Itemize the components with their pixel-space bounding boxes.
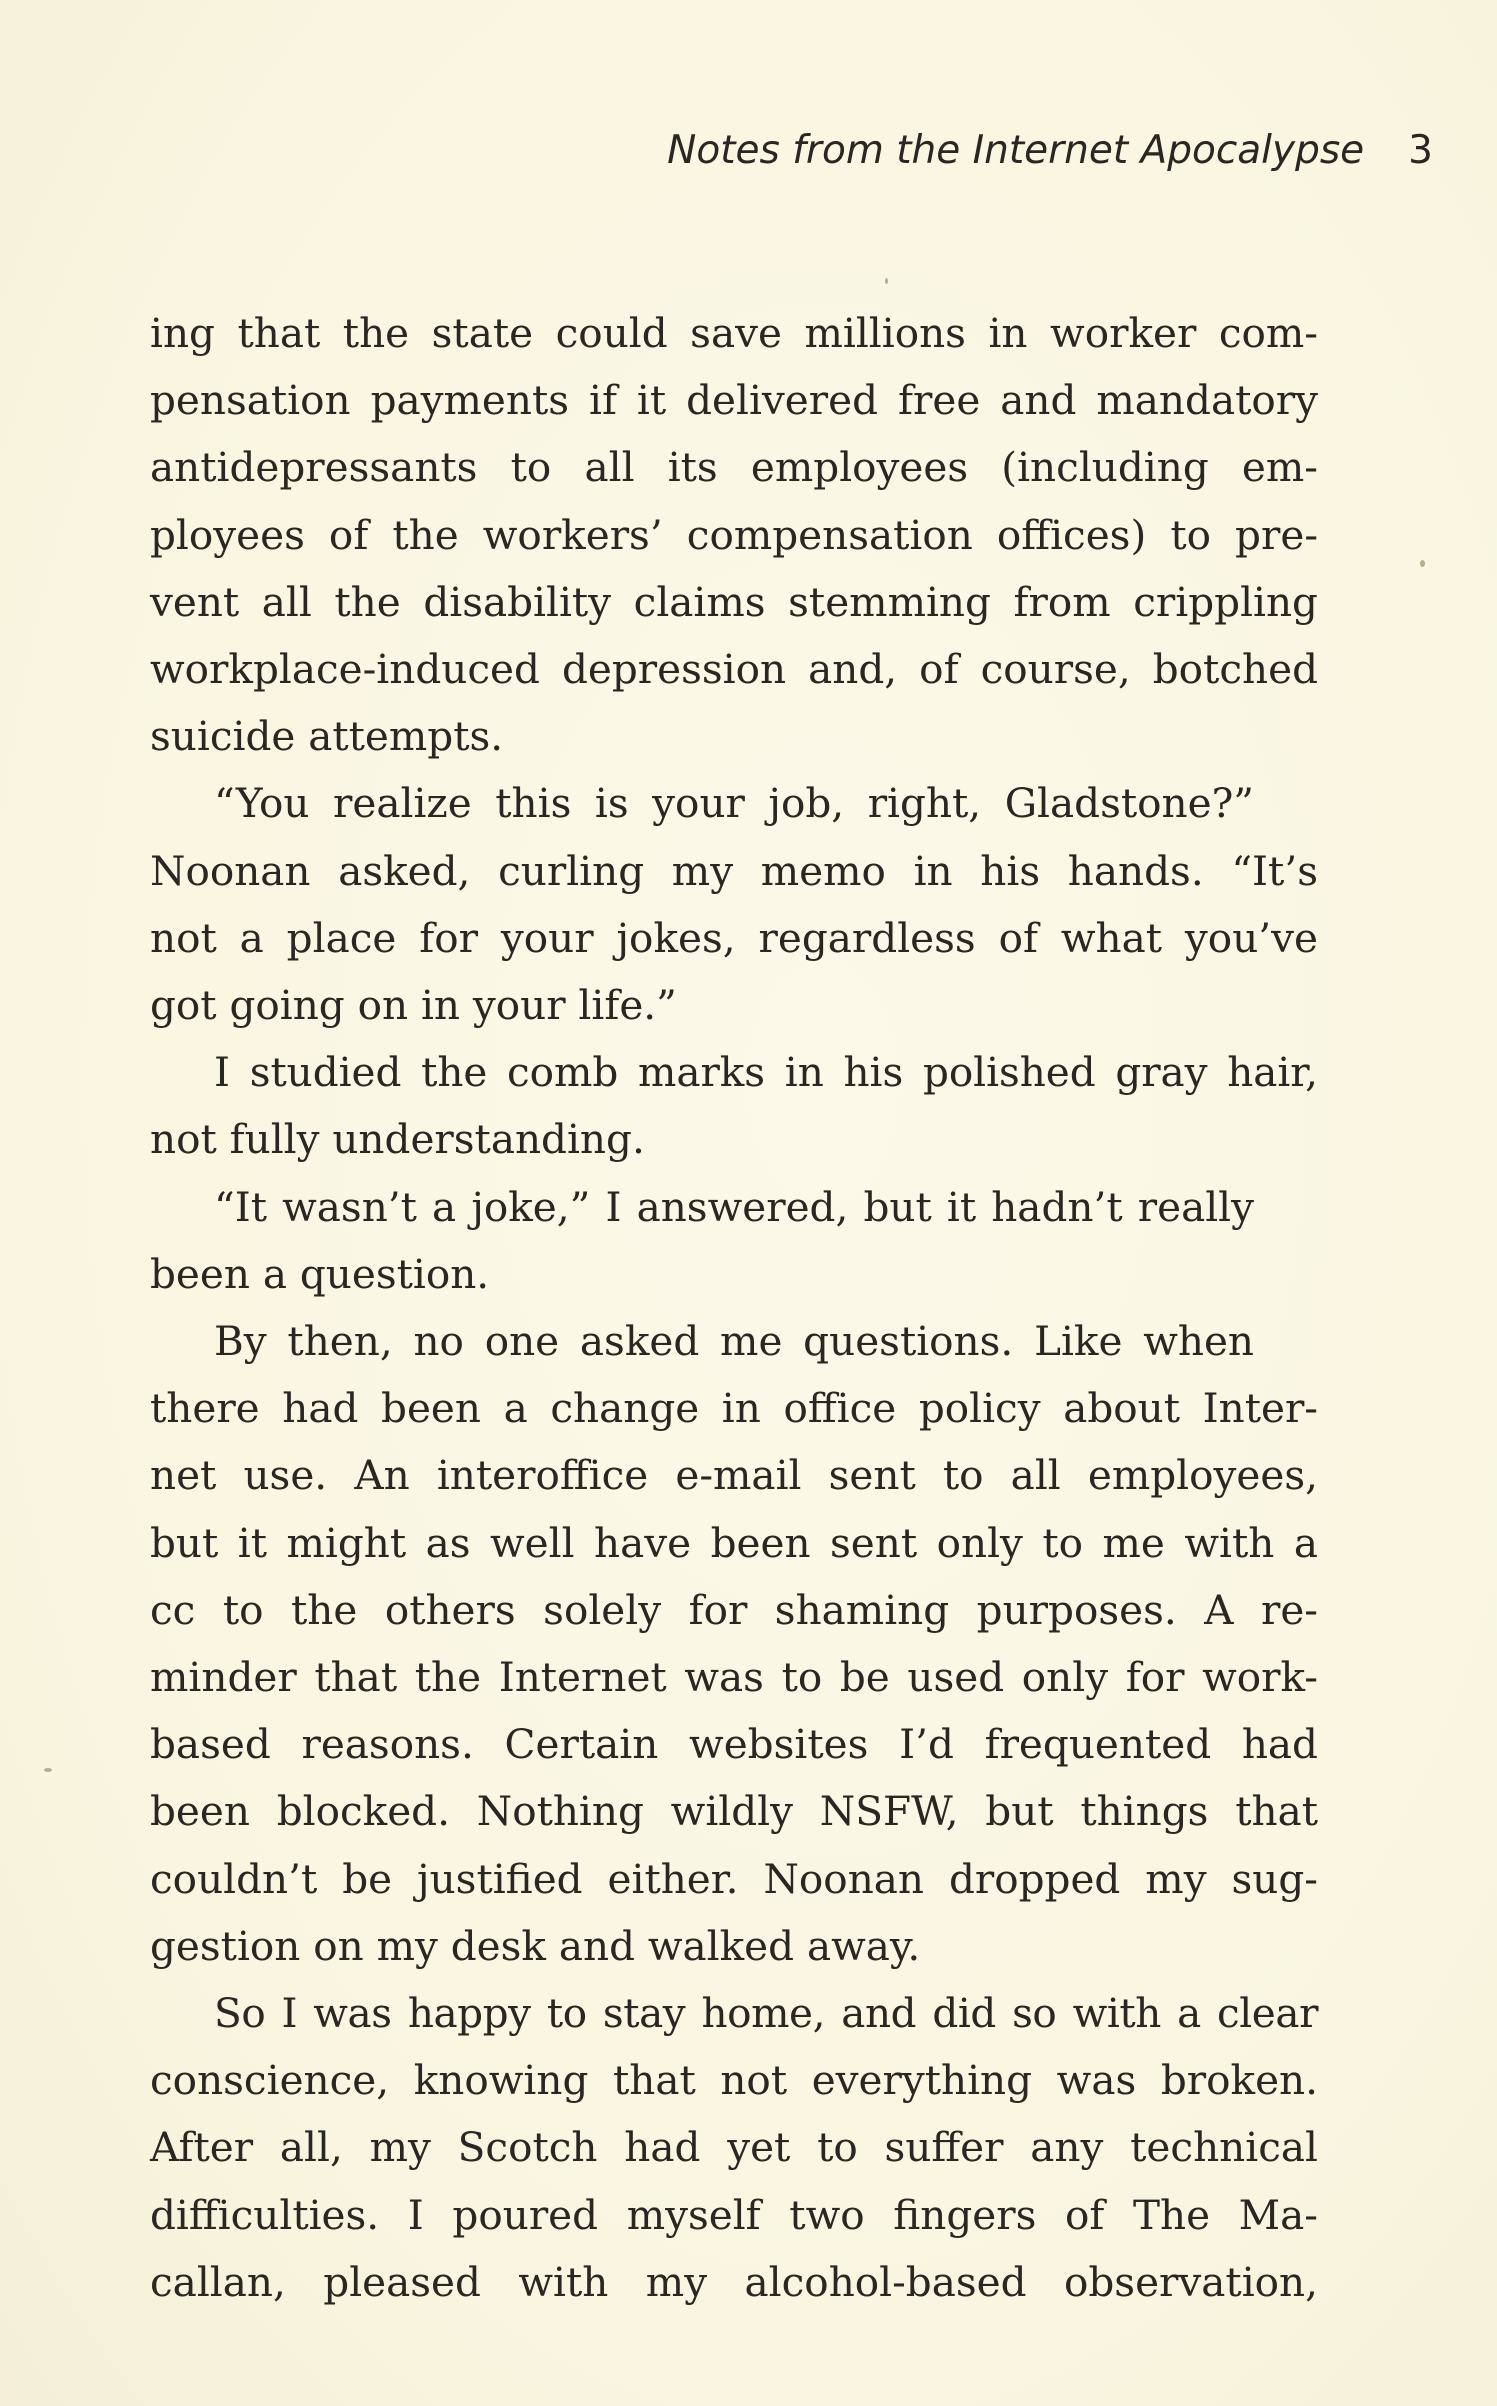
text-line: “You realize this is your job, right, Gladstone?” xyxy=(214,779,1254,828)
text-line: antidepressants to all its employees (including em- xyxy=(150,443,1318,492)
text-line: gestion on my desk and walked away. xyxy=(150,1921,921,1970)
text-line: cc to the others solely for shaming purposes. A re- xyxy=(150,1585,1318,1634)
paragraph xyxy=(150,770,1318,1039)
text-line: couldn’t be justified either. Noonan dropped my sug- xyxy=(150,1854,1318,1903)
text-line: minder that the Internet was to be used only for work- xyxy=(150,1653,1318,1702)
text-line: By then, no one asked me questions. Like when xyxy=(214,1317,1254,1366)
body-text xyxy=(150,300,1318,2316)
scan-speck xyxy=(1420,560,1425,567)
text-line: difficulties. I poured myself two fingers of The Ma- xyxy=(150,2190,1318,2239)
paragraph xyxy=(150,1980,1318,2316)
text-line: “It wasn’t a joke,” I answered, but it hadn’t really xyxy=(214,1182,1254,1231)
paragraph xyxy=(150,1039,1318,1173)
text-line: So I was happy to stay home, and did so with a clear xyxy=(214,1989,1318,2038)
running-head-title: Notes from the Internet Apocalypse xyxy=(667,128,1365,173)
text-line: been a question. xyxy=(150,1249,490,1298)
text-line: but it might as well have been sent only to me with a xyxy=(150,1518,1318,1567)
text-line: Noonan asked, curling my memo in his hands. “It’s xyxy=(150,846,1318,895)
text-line: not a place for your jokes, regardless of what you’ve xyxy=(150,913,1318,962)
page-number: 3 xyxy=(1408,128,1433,173)
text-line: I studied the comb marks in his polished gray hair, xyxy=(214,1048,1318,1097)
paragraph xyxy=(150,1308,1318,1980)
scan-speck xyxy=(44,1768,52,1772)
text-line: not fully understanding. xyxy=(150,1115,645,1164)
scan-speck xyxy=(885,278,888,284)
text-line: suicide attempts. xyxy=(150,712,504,761)
text-line: vent all the disability claims stemming from crippling xyxy=(150,577,1318,626)
text-line: there had been a change in office policy about Inter- xyxy=(150,1384,1318,1433)
text-line: based reasons. Certain websites I’d frequented had xyxy=(150,1720,1318,1769)
text-line: pensation payments if it delivered free and mandatory xyxy=(150,376,1318,425)
text-line: ing that the state could save millions in worker com- xyxy=(150,309,1318,357)
text-line: ployees of the workers’ compensation offices) to pre- xyxy=(150,510,1318,559)
paragraph xyxy=(150,300,1318,770)
running-head xyxy=(600,128,1433,173)
text-line: net use. An interoffice e-mail sent to all employees, xyxy=(150,1451,1318,1500)
text-line: workplace-induced depression and, of course, botched xyxy=(150,645,1318,694)
text-line: callan, pleased with my alcohol-based observation, xyxy=(150,2257,1318,2306)
text-line: conscience, knowing that not everything was broken. xyxy=(150,2056,1318,2105)
paragraph xyxy=(150,1174,1318,1308)
text-line: After all, my Scotch had yet to suffer any technical xyxy=(150,2123,1318,2172)
text-line: got going on in your life.” xyxy=(150,981,677,1030)
text-line: been blocked. Nothing wildly NSFW, but things that xyxy=(150,1787,1318,1836)
